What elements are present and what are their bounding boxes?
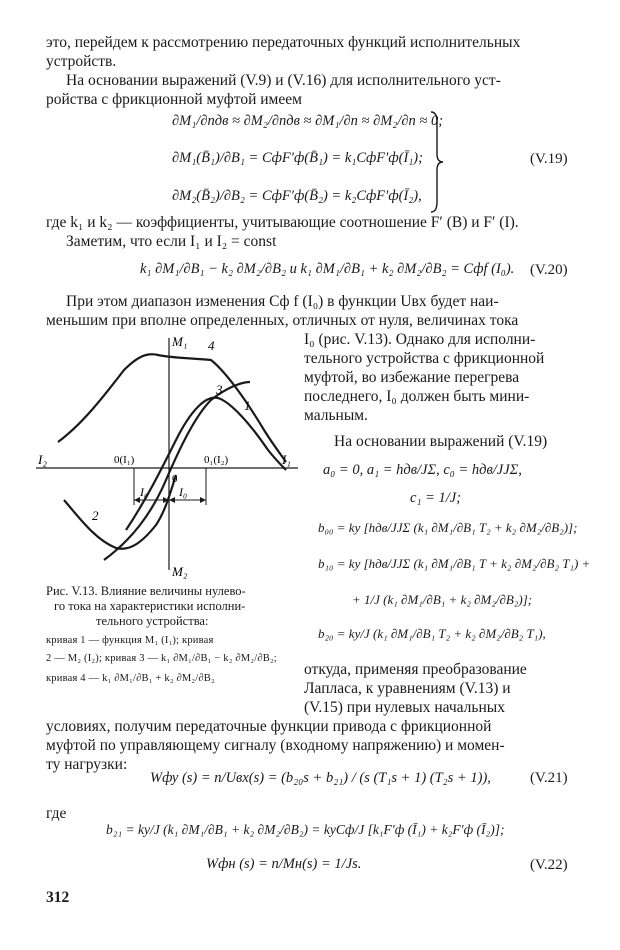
figure-caption: го тока на характеристики исполни- bbox=[54, 599, 246, 613]
equation-number: (V.21) bbox=[530, 770, 568, 786]
figure-caption: тельного устройства: bbox=[96, 614, 209, 628]
text-line: где k₁ и k₂ — коэффициенты, учитывающие соотношение F′ (B) и F′ (I). bbox=[46, 214, 519, 231]
text-line: Заметим, что если I₁ и I₂ = const bbox=[66, 233, 277, 250]
label-i0-left: I₀ bbox=[140, 485, 149, 499]
equation: Wфн (s) = n/Mн(s) = 1/Js. bbox=[206, 856, 362, 872]
curve-2 bbox=[64, 475, 176, 549]
equation: c₁ = 1/J; bbox=[410, 490, 462, 506]
text-line: I₀ (рис. V.13). Однако для исполни- bbox=[304, 331, 536, 348]
equation: k₁ ∂M₁/∂B₁ − k₂ ∂M₂/∂B₂ и k₁ ∂M₁/∂B₁ + k₂ ∂M₂/∂B₂ = Cфf (I₀). bbox=[140, 261, 515, 277]
text-line: На основании выражений (V.19) bbox=[334, 433, 548, 450]
label-m2: M₂ bbox=[172, 564, 188, 579]
equation: a₀ = 0, a₁ = hдв/JΣ, c₀ = hдв/JJΣ, bbox=[323, 462, 522, 478]
equation: b₀₀ = kу [hдв/JJΣ (k₁ ∂M₁/∂B₁ T₂ + k₂ ∂M₂/∂B₂)]; bbox=[318, 520, 578, 535]
equation: b₁₀ = kу [hдв/JJΣ (k₁ ∂M₁/∂B₁ T + k₂ ∂M₂/∂B₂ T₁) + bbox=[318, 556, 591, 571]
equation: b₂₀ = kу/J (k₁ ∂M₁/∂B₁ T₂ + k₂ ∂M₂/∂B₂ T₁), bbox=[318, 626, 546, 641]
text-line: муфтой, во избежание перегрева bbox=[304, 369, 520, 386]
equation: ∂M₁/∂nдв ≈ ∂M₂/∂nдв ≈ ∂M₁/∂n ≈ ∂M₂/∂n ≈ 0; bbox=[172, 113, 444, 129]
label-m1: M₁ bbox=[172, 334, 188, 349]
equation-number: (V.22) bbox=[530, 857, 568, 873]
curly-brace bbox=[428, 110, 446, 214]
label-o1: 0(I₁) bbox=[114, 454, 135, 466]
figure-legend: кривая 4 — k₁ ∂M₁/∂B₁ + k₂ ∂M₂/∂B₂ bbox=[46, 673, 215, 684]
figure-legend: 2 — M₂ (I₂); кривая 3 — k₁ ∂M₁/∂B₁ − k₂ ∂M₂/∂B₂; bbox=[46, 653, 277, 664]
figure-legend: кривая 1 — функция M₁ (I₁); кривая bbox=[46, 635, 214, 646]
label-o2: 0₁(I₂) bbox=[204, 454, 229, 466]
text-line: устройств. bbox=[46, 53, 117, 70]
label-curve-2: 2 bbox=[92, 508, 99, 523]
text-line: это, перейдем к рассмотрению передаточных функций исполнительных bbox=[46, 34, 521, 51]
text-line: меньшим при вполне определенных, отличных от нуля, величинах тока bbox=[46, 312, 519, 329]
page-number: 312 bbox=[46, 889, 70, 906]
figure-v13 bbox=[36, 330, 300, 580]
text-line: условиях, получим передаточные функции привода с фрикционной bbox=[46, 718, 492, 735]
text-line: откуда, применяя преобразование bbox=[304, 661, 527, 678]
label-curve-3: 3 bbox=[216, 382, 223, 397]
text-line: муфтой по управляющему сигналу (входному напряжению) и момен- bbox=[46, 737, 505, 754]
text-line: где bbox=[46, 805, 67, 822]
text-line: (V.15) при нулевых начальных bbox=[304, 699, 505, 716]
equation: b₂₁ = kу/J (k₁ ∂M₁/∂B₁ + k₂ ∂M₂/∂B₂) = kуCф/J [k₁F′ф (Ī₁) + k₂F′ф (Ī₂)]; bbox=[106, 822, 505, 837]
figure-caption: Рис. V.13. Влияние величины нулево- bbox=[46, 584, 246, 598]
equation: + 1/J (k₁ ∂M₁/∂B₁ + k₂ ∂M₂/∂B₂)]; bbox=[352, 592, 533, 607]
equation: ∂M₂(B̄₂)/∂B₂ = CфF′ф(B̄₂) = k₂CфF′ф(Ī₂), bbox=[172, 188, 422, 204]
text-line: ройства с фрикционной муфтой имеем bbox=[46, 91, 302, 108]
label-curve-1: 1 bbox=[244, 398, 251, 413]
text-line: ту нагрузки: bbox=[46, 756, 128, 773]
text-line: Лапласа, к уравнениям (V.13) и bbox=[304, 680, 511, 697]
equation: ∂M₁(B̄₁)/∂B₁ = CфF′ф(B̄₁) = k₁CфF′ф(Ī₁); bbox=[172, 150, 423, 166]
label-zero: 0 bbox=[172, 473, 178, 485]
equation: Wфу (s) = n/Uвх(s) = (b₂₀s + b₂₁) / (s (T₁s + 1) (T₂s + 1)), bbox=[150, 770, 491, 786]
equation-number: (V.20) bbox=[530, 262, 568, 278]
text-line: тельного устройства с фрикционной bbox=[304, 350, 545, 367]
equation-number: (V.19) bbox=[530, 151, 568, 167]
text-line: На основании выражений (V.9) и (V.16) для исполнительного уст- bbox=[66, 72, 501, 89]
text-line: последнего, I₀ должен быть мини- bbox=[304, 388, 530, 405]
label-curve-4: 4 bbox=[208, 338, 215, 353]
text-line: мальным. bbox=[304, 407, 368, 424]
text-line: При этом диапазон изменения Cф f (I₀) в функции Uвх будет наи- bbox=[66, 293, 499, 310]
label-i0-right: I₀ bbox=[179, 485, 188, 499]
label-i2: I₂ bbox=[38, 452, 47, 467]
curve-3 bbox=[104, 382, 250, 560]
label-i1: I₁ bbox=[282, 452, 291, 467]
